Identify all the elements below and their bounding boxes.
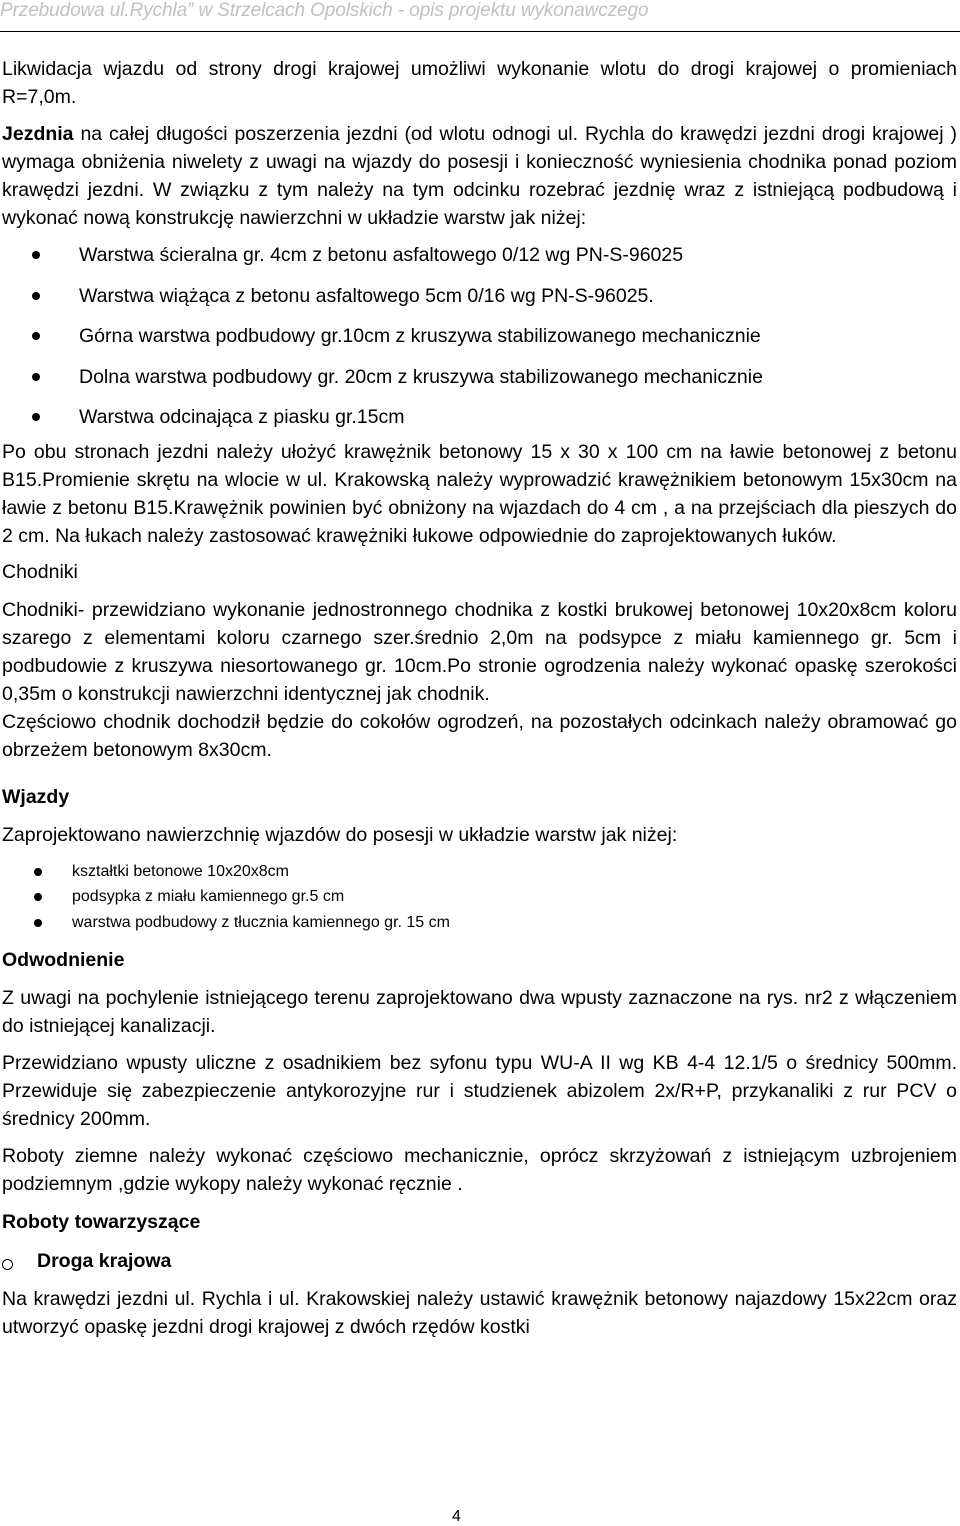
bullet-icon [34, 868, 42, 876]
jezdnia-label: Jezdnia [2, 123, 74, 145]
road-layers-list [2, 235, 957, 438]
list-item: kształtki betonowe 10x20x8cm [2, 859, 957, 885]
paragraph-kraweznik: Po obu stronach jezdni należy ułożyć krawężnik betonowy 15 x 30 x 100 cm na ławie betonowej z betonu B15.Promienie skrętu na wlocie w ul. Krakowską należy wyprowadzić krawężnikiem betonowym 15x30cm na ławie z betonu B15.Krawężnik powinien być obniżony na wjazdach do 4 cm , a na przejściach dla pieszych do 2 cm. Na łukach należy zastosować krawężniki łukowe odpowiednie do zaprojektowanych łuków. [2, 440, 957, 547]
paragraph-jezdnia [2, 120, 957, 232]
list-item: Warstwa wiążąca z betonu asfaltowego 5cm 0/16 wg PN-S-96025. [2, 276, 957, 317]
bullet-icon [32, 332, 40, 340]
bullet-icon [34, 919, 42, 927]
section-heading-chodniki: Chodniki [2, 560, 78, 583]
list-item: warstwa podbudowy z tłucznia kamiennego gr. 15 cm [2, 910, 957, 936]
paragraph-droga-krajowa: Na krawędzi jezdni ul. Rychla i ul. Krakowskiej należy ustawić krawężnik betonowy najazdowy 15x22cm oraz utworzyć opaskę jezdni drogi krajowej z dwóch rzędów kostki [2, 1288, 957, 1338]
bullet-icon [32, 292, 40, 300]
paragraph-roboty-ziemne: Roboty ziemne należy wykonać częściowo mechanicznie, oprócz skrzyżowań z istniejącym uzbrojeniem podziemnym ,gdzie wykopy należy wykonać ręcznie . [2, 1145, 957, 1195]
bullet-icon [32, 413, 40, 421]
paragraph-odwodnienie: Z uwagi na pochylenie istniejącego terenu zaprojektowano dwa wpusty zaznaczone na rys. nr2 z włączeniem do istniejącej kanalizacji. [2, 987, 957, 1037]
list-item: Warstwa ścieralna gr. 4cm z betonu asfaltowego 0/12 wg PN-S-96025 [2, 235, 957, 276]
circle-bullet-icon [2, 1259, 13, 1270]
bullet-icon [32, 251, 40, 259]
section-heading-wjazdy: Wjazdy [2, 785, 70, 808]
jezdnia-text: na całej długości poszerzenia jezdni (od wlotu odnogi ul. Rychla do krawędzi jezdni drogi krajowej ) wymaga obniżenia niwelety z uwagi na wjazdy do posesji i konieczność wyniesienia chodnika ponad poziom krawędzi jezdni. W związku z tym należy na tym odcinku rozebrać jezdnię wraz z istniejącą podbudową i wykonać nową konstrukcję nawierzchni w układzie warstw jak niżej: [2, 123, 957, 229]
list-item: Górna warstwa podbudowy gr.10cm z kruszywa stabilizowanego mechanicznie [2, 316, 957, 357]
header-divider [0, 31, 960, 32]
list-item: Warstwa odcinająca z piasku gr.15cm [2, 397, 957, 438]
paragraph-wjazdy: Zaprojektowano nawierzchnię wjazdów do posesji w układzie warstw jak niżej: [2, 823, 678, 846]
list-item: Dolna warstwa podbudowy gr. 20cm z kruszywa stabilizowanego mechanicznie [2, 357, 957, 398]
bullet-icon [34, 893, 42, 901]
document-body [2, 55, 957, 1341]
section-heading-roboty-towarzyszace: Roboty towarzyszące [2, 1211, 201, 1233]
paragraph-obrzeze: Częściowo chodnik dochodził będzie do cokołów ogrodzeń, na pozostałych odcinkach należy obramować go obrzeżem betonowym 8x30cm. [2, 710, 957, 761]
paragraph-wpusty: Przewidziano wpusty uliczne z osadnikiem bez syfonu typu WU-A II wg KB 4-4 12.1/5 o średnicy 500mm. Przewiduje się zabezpieczenie antykorozyjne rur i studzienek abizolem 2x/R+P, przykanaliki z rur PCV o średnicy 200mm. [2, 1052, 957, 1130]
section-heading-droga-krajowa: Droga krajowa [2, 1247, 957, 1275]
bullet-icon [32, 373, 40, 381]
document-header: Przebudowa ul.Rychla” w Strzelcach Opolskich - opis projektu wykonawczego [0, 0, 649, 21]
section-heading-odwodnienie: Odwodnienie [2, 949, 125, 971]
paragraph-wjazd-likwidacja: Likwidacja wjazdu od strony drogi krajowej umożliwi wykonanie wlotu do drogi krajowej o promieniach R=7,0m. [2, 58, 957, 108]
driveway-layers-list [2, 859, 957, 936]
paragraph-chodniki: Chodniki- przewidziano wykonanie jednostronnego chodnika z kostki brukowej betonowej 10x20x8cm koloru szarego z elementami koloru czarnego szer.średnio 2,0m na podsypce z miału kamiennego gr. 5cm i podbudowie z kruszywa niesortowanego gr. 10cm.Po stronie ogrodzenia należy wykonać opaskę szerokości 0,35m o konstrukcji nawierzchni identycznej jak chodnik. [2, 598, 957, 705]
list-item: podsypka z miału kamiennego gr.5 cm [2, 884, 957, 910]
page-number: 4 [452, 1508, 461, 1525]
